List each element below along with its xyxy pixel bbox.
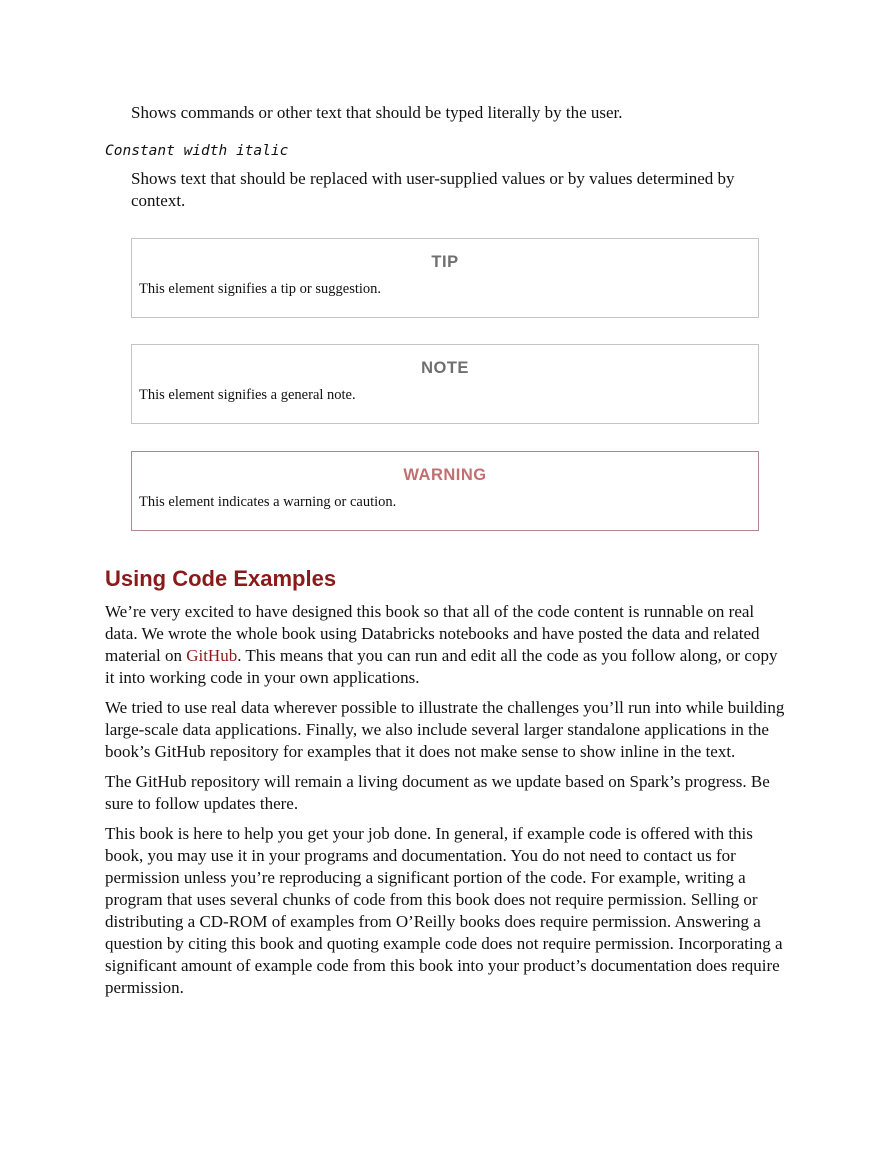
paragraph-1-after-link: . This means that you can run and edit all the code as you follow along, or copy it into working code in your own applications. [105,646,778,687]
constant-width-italic-term: Constant width italic [105,143,289,159]
paragraph-4: This book is here to help you get your job done. In general, if example code is offered with this book, you may use it in your programs and documentation. You do not need to contact us for permission unless you’re reproducing a significant portion of the code. For example, writing a program that uses several chunks of code from this book does not require permission. Selling or distributing a CD-ROM of examples from O’Reilly books does require permission. Answering a question by citing this book and quoting example code does not require permission. Incorporating a significant amount of example code from this book into your product’s documentation does require permission. [105,824,783,997]
warning-callout [131,451,759,531]
tip-callout [131,238,759,318]
note-text: This element signifies a general note. [139,387,356,403]
constant-width-italic-description: Shows text that should be replaced with user-supplied values or by values determined by context. [131,169,735,210]
tip-text: This element signifies a tip or suggestion. [139,281,382,297]
section-heading: Using Code Examples [105,566,337,591]
github-link[interactable]: GitHub [186,646,238,665]
note-title: NOTE [421,359,469,377]
page-content [105,102,785,1007]
note-callout [131,344,759,424]
warning-text: This element indicates a warning or caution. [139,494,397,510]
warning-title: WARNING [403,466,487,484]
tip-title: TIP [431,253,459,271]
constant-width-bold-description: Shows commands or other text that should be typed literally by the user. [131,103,623,122]
paragraph-1-before-link: We’re very excited to have designed this book so that all of the code content is runnable on real data. We wrote the whole book using Databricks notebooks and have posted the data and related material on [105,602,760,665]
paragraph-2: We tried to use real data wherever possible to illustrate the challenges you’ll run into while building large-scale data applications. Finally, we also include several larger standalone applications in the book’s GitHub repository for examples that it does not make sense to show inline in the text. [105,698,785,761]
paragraph-3: The GitHub repository will remain a living document as we update based on Spark’s progress. Be sure to follow updates there. [105,772,770,813]
paragraph-1 [105,601,785,689]
